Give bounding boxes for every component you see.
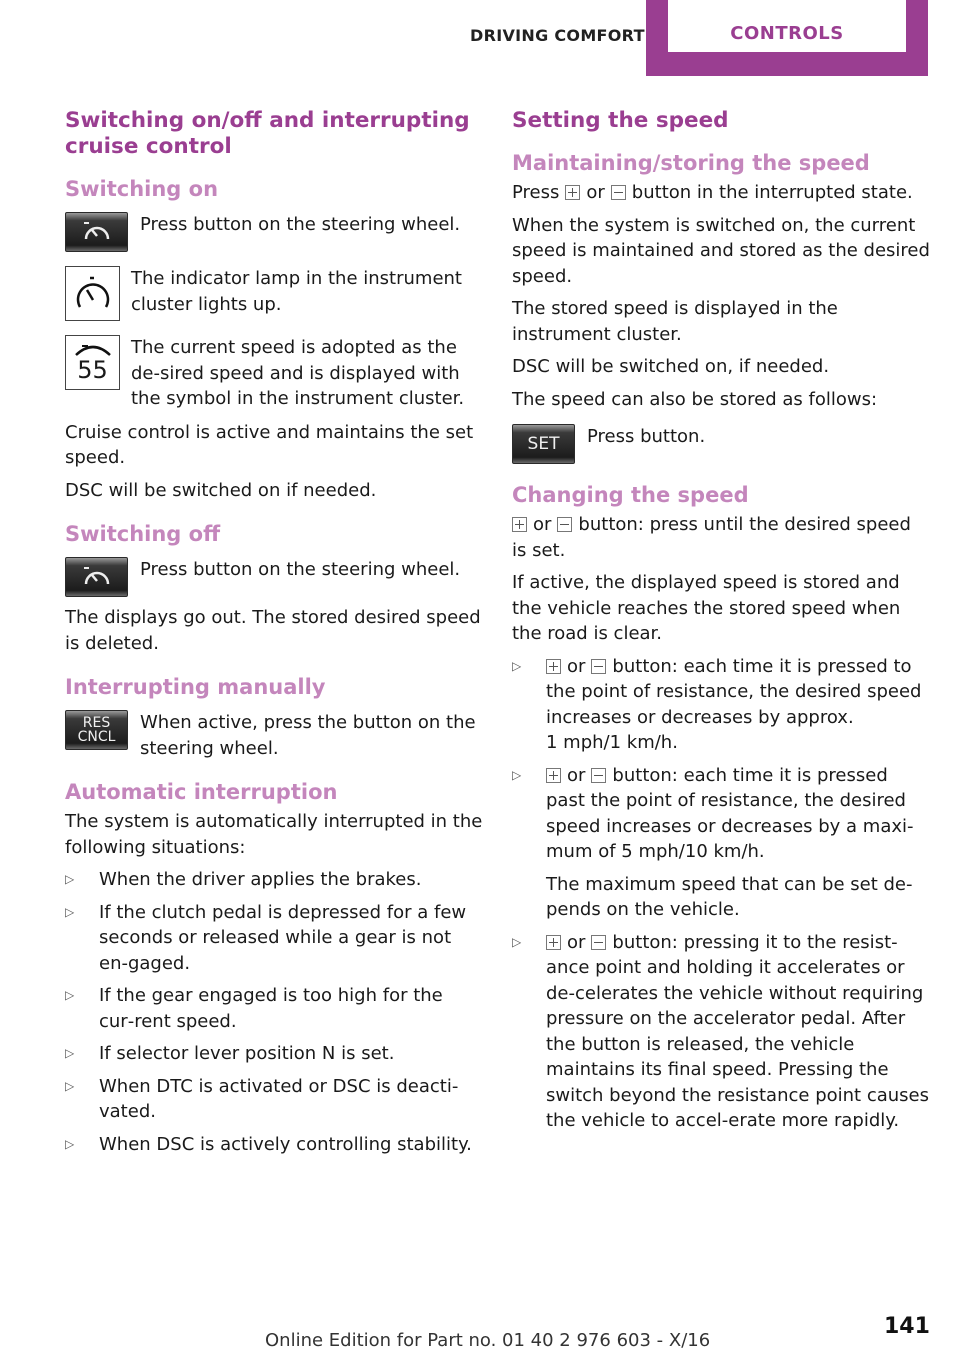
changing-list bbox=[512, 654, 930, 1134]
cruise-control-button-icon bbox=[65, 557, 128, 597]
list-item bbox=[512, 763, 930, 923]
header-chapter-label: CONTROLS bbox=[668, 0, 906, 52]
set-button-text: Press button. bbox=[587, 426, 706, 447]
list-item-extra: 1 mph/1 km/h. bbox=[546, 732, 678, 753]
cruise-control-button-icon bbox=[65, 212, 128, 252]
automatic-interruption-heading: Automatic interruption bbox=[65, 780, 338, 804]
header-section: DRIVING COMFORT bbox=[470, 26, 645, 45]
maintaining-heading: Maintaining/storing the speed bbox=[512, 151, 870, 175]
list-item: ▷ When the driver applies the brakes. bbox=[65, 867, 483, 893]
changing-heading: Changing the speed bbox=[512, 483, 749, 507]
list-item-text: button: each time it is pressed past the point of resistance, the desired speed increases or decreases by a maxi‐mum of 5 mph/10 km/h. bbox=[546, 764, 914, 862]
list-item: ▷ When DTC is activated or DSC is deacti‐vated. bbox=[65, 1074, 483, 1125]
footer-edition: Online Edition for Part no. 01 40 2 976 603 - X/16 bbox=[265, 1330, 711, 1351]
interrupting-manually-heading: Interrupting manually bbox=[65, 675, 326, 699]
indicator-row bbox=[65, 266, 483, 321]
interrupting-manually-row bbox=[65, 710, 483, 761]
header-chapter-tab bbox=[646, 0, 928, 76]
left-column bbox=[65, 108, 483, 1164]
page-number: 141 bbox=[884, 1314, 930, 1339]
list-item bbox=[512, 930, 930, 1134]
switching-off-heading: Switching off bbox=[65, 522, 221, 546]
cruise-indicator-lamp-icon bbox=[65, 266, 120, 321]
set-button-row bbox=[512, 424, 930, 464]
indicator-text: The indicator lamp in the instrument cluster lights up. bbox=[131, 268, 462, 315]
dsc-on-text: DSC will be switched on if needed. bbox=[65, 479, 377, 501]
left-title: Switching on/off and interrupting cruise control bbox=[65, 108, 470, 159]
list-item-text: button: pressing it to the resist‐ance point and holding it accelerates or de‐celerates the vehicle without requiring pressure on the accelerator pedal. After the button is released, the vehicle maintains its final speed. Pressing the switch beyond the resistance point causes the vehicle to accel‐erate more rapidly. bbox=[546, 931, 929, 1131]
list-item: ▷ When DSC is actively controlling stability. bbox=[65, 1132, 483, 1158]
maintaining-press-line bbox=[512, 180, 930, 206]
plus-button-icon bbox=[546, 659, 561, 674]
switching-off-press-row bbox=[65, 557, 483, 597]
cncl-label: CNCL bbox=[77, 729, 116, 745]
list-item: ▷ If the gear engaged is too high for the cur‐rent speed. bbox=[65, 983, 483, 1034]
switching-on-heading: Switching on bbox=[65, 177, 219, 201]
minus-button-icon bbox=[611, 185, 626, 200]
right-column bbox=[512, 108, 930, 1141]
switching-on-press-text: Press button on the steering wheel. bbox=[140, 214, 461, 235]
changing-p1: If active, the displayed speed is stored and the vehicle reaches the stored speed when the road is clear. bbox=[512, 572, 901, 644]
speed-symbol-text: The current speed is adopted as the de‐sired speed and is displayed with the symbol in the instrument cluster. bbox=[131, 337, 465, 409]
right-title: Setting the speed bbox=[512, 108, 729, 133]
or-text: or bbox=[586, 182, 605, 203]
or-text: or bbox=[567, 764, 586, 786]
changing-line1 bbox=[512, 512, 930, 563]
set-button-icon: SET bbox=[512, 424, 575, 464]
interrupting-manually-text: When active, press the button on the steering wheel. bbox=[140, 712, 476, 759]
minus-button-icon bbox=[591, 935, 606, 950]
press-suffix: button in the interrupted state. bbox=[631, 182, 913, 203]
or-text: or bbox=[533, 514, 552, 535]
minus-button-icon bbox=[591, 768, 606, 783]
speed-symbol-row bbox=[65, 335, 483, 412]
list-item-text: button: each time it is pressed to the point of resistance, the desired speed increases or decreases by approx. bbox=[546, 655, 922, 728]
set-speed-symbol-icon bbox=[65, 335, 120, 390]
list-item-extra: The maximum speed that can be set de‐pends on the vehicle. bbox=[546, 873, 913, 920]
press-prefix: Press bbox=[512, 182, 560, 203]
switching-off-result: The displays go out. The stored desired speed is deleted. bbox=[65, 607, 481, 654]
maintaining-p2: The stored speed is displayed in the instrument cluster. bbox=[512, 298, 838, 345]
maintaining-p4: The speed can also be stored as follows: bbox=[512, 388, 878, 410]
plus-button-icon bbox=[512, 517, 527, 532]
automatic-interruption-list bbox=[65, 867, 483, 1157]
switching-on-press-row bbox=[65, 212, 483, 252]
cruise-active-text: Cruise control is active and maintains the set speed. bbox=[65, 421, 474, 468]
res-cncl-button-icon bbox=[65, 710, 128, 750]
or-text: or bbox=[567, 931, 586, 953]
changing-line1-suffix: button: press until the desired speed is set. bbox=[512, 514, 911, 561]
speed-symbol-value: 55 bbox=[77, 355, 108, 384]
automatic-interruption-intro: The system is automatically interrupted in the following situations: bbox=[65, 811, 483, 858]
minus-button-icon bbox=[591, 659, 606, 674]
list-item: ▷ If selector lever position N is set. bbox=[65, 1041, 483, 1067]
minus-button-icon bbox=[557, 517, 572, 532]
list-item bbox=[512, 654, 930, 756]
or-text: or bbox=[567, 655, 586, 677]
plus-button-icon bbox=[546, 768, 561, 783]
plus-button-icon bbox=[565, 185, 580, 200]
maintaining-p3: DSC will be switched on, if needed. bbox=[512, 356, 830, 377]
res-label: RES bbox=[82, 715, 111, 731]
switching-off-press-text: Press button on the steering wheel. bbox=[140, 559, 461, 580]
list-item: ▷ If the clutch pedal is depressed for a few seconds or released while a gear is not en‐gaged. bbox=[65, 900, 483, 977]
maintaining-p1: When the system is switched on, the current speed is maintained and stored as the desired speed. bbox=[512, 214, 930, 287]
plus-button-icon bbox=[546, 935, 561, 950]
